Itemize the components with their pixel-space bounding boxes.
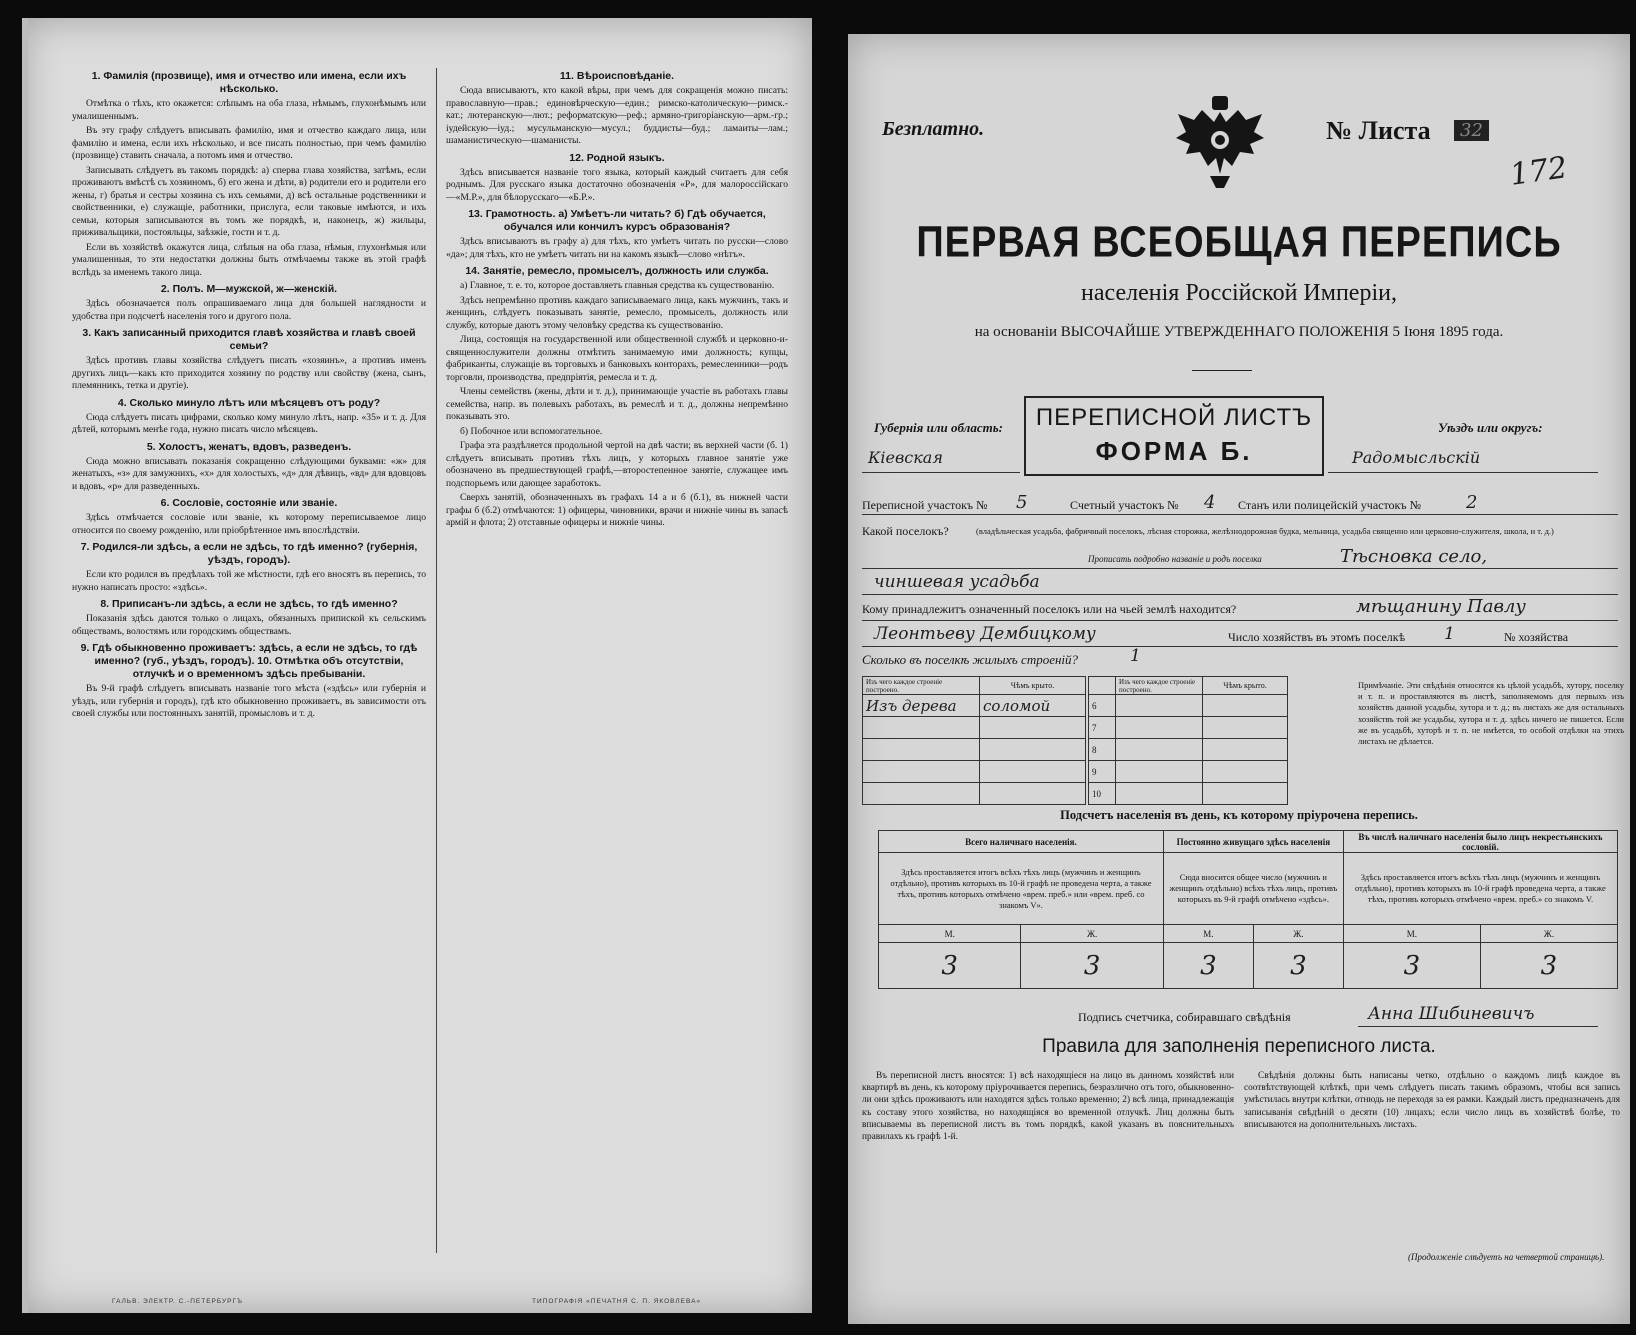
- uezd-label: Уѣздъ или округъ:: [1438, 420, 1543, 435]
- poselok-value-2: чиншевая усадьба: [874, 572, 1040, 592]
- household-no-label: № хозяйства: [1504, 630, 1569, 644]
- instruction-paragraph: Въ 9-й графѣ слѣдуетъ вписывать названіе того мѣста («здѣсь» или губернія и уѣздъ, или губернія и городъ), гдѣ кто обыкновенно проживаетъ, въ зависимости отъ своей службы или постоянныхъ занятій, промысловъ и т. д.: [72, 683, 426, 719]
- section-heading: 12. Родной языкъ.: [569, 151, 665, 164]
- row-number: 7: [1089, 717, 1116, 739]
- female-header: Ж.: [1253, 925, 1343, 943]
- section-heading: 8. Приписанъ-ли здѣсь, а если не здѣсь, то гдѣ именно?: [100, 598, 398, 610]
- row-number: 6: [1089, 695, 1116, 717]
- section-heading: 4. Сколько минуло лѣтъ или мѣсяцевъ отъ роду?: [117, 396, 381, 409]
- sheet-number-value: 32: [1454, 120, 1489, 141]
- instruction-paragraph: Записывать слѣдуетъ въ такомъ порядкѣ: а) сперва глава хозяйства, затѣмъ, если проживаютъ вмѣстѣ съ хозяиномъ, б) его жена и дѣти, в) родители его и родители его жены, г) братья и сестры хозяина съ ихъ семьями, д) всѣ остальные родственники и свойственники, е) служащіе, работники, прислуга, если таковые имѣются, и ихъ семьи, которыя записываются въ томъ же порядкѣ, и, наконецъ, ж) жильцы, приживальщики, постояльцы, заѣзжіе, гости и т. д.: [72, 164, 426, 238]
- summary-desc-total: Здѣсь проставляется итогъ всѣхъ тѣхъ лицъ (мужчинъ и женщинъ отдѣльно), противъ которыхъ въ 10-й графѣ не проведена черта, а также тѣхъ, противъ которыхъ отмѣчено «врем. преб.» или «врем. преб. со знакомъ V».: [879, 853, 1164, 925]
- row-number: 10: [1089, 783, 1116, 805]
- summary-header-permanent: Постоянно живущаго здѣсь населенія: [1163, 831, 1343, 853]
- form-name: ФОРМА Б.: [1095, 436, 1253, 466]
- underline: [862, 594, 1618, 595]
- underline: [1358, 1026, 1598, 1027]
- section-heading: 9. Гдѣ обыкновенно проживаетъ: здѣсь, а если не здѣсь, то гдѣ именно? (губ., уѣздъ, городъ). 10. Отмѣтка объ отсутствіи, отлучкѣ и о временномъ здѣсь пребываніи.: [80, 642, 418, 680]
- instruction-paragraph: Здѣсь противъ главы хозяйства слѣдуетъ писать «хозяинъ», а противъ именъ другихъ лицъ—какъ кто приходится хозяину по родству или свойству (жена, сынъ, племянникъ, тетка и другіе).: [72, 355, 426, 391]
- section-heading: 13. Грамотность. а) Умѣетъ-ли читать? б) Гдѣ обучается, обучался или кончилъ курсъ образованія?: [468, 208, 766, 233]
- buildings-header-material: Изъ чего каждое строеніе построено.: [1116, 677, 1203, 695]
- section-heading: 3. Какъ записанный приходится главѣ хозяйства и главѣ своей семьи?: [82, 327, 416, 352]
- signature-label: Подпись счетчика, собиравшаго свѣдѣнія: [1078, 1010, 1291, 1024]
- section-heading: 7. Родился-ли здѣсь, а если не здѣсь, то гдѣ именно? (губернія, уѣздъ, городъ).: [80, 541, 418, 566]
- row-number: 9: [1089, 761, 1116, 783]
- summary-desc-non-peasant: Здѣсь проставляется итогъ всѣхъ тѣхъ лицъ (мужчинъ и женщинъ отдѣльно), противъ которыхъ въ 10-й графѣ проведена черта, а также тѣхъ, противъ которыхъ отмѣчено «врем. преб.» со знакомъ V.: [1343, 853, 1617, 925]
- summary-header-total: Всего наличнаго населенія.: [879, 831, 1164, 853]
- buildings-header-roof: Чѣмъ крыто.: [1203, 677, 1288, 695]
- instruction-paragraph: Здѣсь вписывается названіе того языка, который каждый считаетъ для себя роднымъ. Для русскаго языка достаточно обозначенія «Р», для малороссійскаго—«М.Р.», для бѣлорусскаго—«Б.Р.».: [446, 166, 788, 203]
- instruction-paragraph: Если въ хозяйствѣ окажутся лица, слѣпыя на оба глаза, нѣмыя, глухонѣмыя или умалишенныя, то эти недостатки должны быть отмѣчаемы также въ этой графѣ вслѣдъ за именемъ такого лица.: [72, 241, 426, 278]
- female-header: Ж.: [1480, 925, 1617, 943]
- rules-title: Правила для заполненія переписного листа.: [1042, 1036, 1436, 1057]
- male-header: М.: [1163, 925, 1253, 943]
- instruction-paragraph: Сюда слѣдуетъ писать цифрами, сколько кому минуло лѣтъ, напр. «35» и т. д. Для дѣтей, которымъ менѣе года, нужно писать число мѣсяцевъ.: [72, 411, 426, 435]
- uchastok-value: 5: [1016, 492, 1028, 513]
- poselok-hint: Прописать подробно названіе и родъ поселка: [1088, 554, 1262, 564]
- instruction-paragraph: Въ эту графу слѣдуетъ вписывать фамилію, имя и отчество каждаго лица, или фамилію и имена, если ихъ нѣсколько, и все писать полностью, при чемъ фамилію (прозвище) ставить сначала, а потомъ имя и отчество.: [72, 125, 426, 161]
- page-edge: [22, 18, 28, 1313]
- underline: [862, 568, 1618, 569]
- instruction-paragraph: Показанія здѣсь даются только о лицахъ, обязанныхъ припиской къ сельскимъ обществамъ, волостямъ или городскимъ обществамъ.: [72, 613, 426, 637]
- section-heading: 2. Полъ. М—мужской, ж—женскій.: [160, 283, 338, 295]
- instruction-paragraph: а) Главное, т. е. то, которое доставляетъ главныя средства къ существованію.: [460, 280, 775, 291]
- instruction-paragraph: Отмѣтка о тѣхъ, кто окажется: слѣпымъ на оба глаза, нѣмымъ, глухонѣмымъ или умалишеннымъ.: [72, 98, 426, 122]
- buildings-table-left: [862, 676, 1086, 805]
- instruction-paragraph: Сюда вписываютъ, кто какой вѣры, при чемъ для сокращенія можно писать: православную—прав.; единовѣрческую—един.; римско-католическую—римск.-кат.; лютеранскую—лют.; реформатскую—реф.; армяно-григоріанскую—арм.-гр.; іудейскую—іуд.; мусульманскую—мусул.; буддисты—буд.; ламаиты—лам.; шаманистическую—шаманисты.: [446, 85, 788, 146]
- instruction-paragraph: б) Побочное или вспомогательное.: [460, 425, 603, 437]
- section-heading: 1. Фамилія (прозвище), имя и отчество или имена, если ихъ нѣсколько.: [91, 70, 407, 95]
- instruction-paragraph: Здѣсь вписываютъ въ графу а) для тѣхъ, кто умѣетъ читать по русски—слово «да»; для тѣхъ, кто не умѣетъ читать ни на какомъ языкѣ—слово «нѣтъ».: [446, 236, 788, 260]
- census-basis: на основаніи ВЫСОЧАЙШЕ УТВЕРЖДЕННАГО ПОЛОЖЕНІЯ 5 Іюня 1895 года.: [974, 324, 1504, 340]
- gubernia-value: Кіевская: [868, 448, 943, 467]
- census-subtitle: населенія Россійской Имперіи,: [1081, 280, 1397, 306]
- signature-value: Анна Шибиневичъ: [1368, 1004, 1535, 1024]
- instruction-paragraph: Лица, состоящія на государственной или общественной службѣ и церковно-и-священнослужители должны отмѣтить занимаемую ими должность; купцы, фабриканты, служащіе въ торговыхъ и банковыхъ конторахъ, ремесленники—родъ торговли, производства, предпріятія, ремесла и т. д.: [446, 334, 788, 383]
- poselok-label: Какой поселокъ?: [862, 524, 949, 538]
- households-label: Число хозяйствъ въ этомъ поселкѣ: [1228, 630, 1406, 644]
- owner-value-1: мѣщанину Павлу: [1356, 596, 1526, 617]
- owner-label: Кому принадлежитъ означенный поселокъ или на чьей землѣ находится?: [862, 602, 1237, 616]
- instruction-paragraph: Сверхъ занятій, обозначенныхъ въ графахъ 14 а и б (б.1), въ нижней части графы б (б.2) отмѣчаются: 1) офицеры, чиновники, врачи и нижніе чины въ запасѣ армій и флота; 2) отставные офицеры и нижніе чины.: [446, 492, 788, 528]
- poselok-types: (владѣльческая усадьба, фабричный поселокъ, лѣсная сторожка, желѣзнодорожная будка, мельница, усадьба священно или церковно-служителя, школа, и т. д.): [976, 526, 1554, 536]
- instructions-column-right: [446, 66, 788, 1256]
- stan-value: 2: [1466, 492, 1478, 513]
- buildings-value: 1: [1130, 646, 1141, 666]
- instruction-paragraph: Члены семействъ (жены, дѣти и т. д.), принимающіе участіе въ работахъ главы семейства, напр. въ полевыхъ работахъ, въ ремеслѣ и т. д., должны непремѣнно показывать это.: [446, 386, 788, 422]
- printer-mark-left: ГАЛЬВ. ЭЛЕКТР. С.-ПЕТЕРБУРГЪ: [112, 1298, 244, 1305]
- building-roof-value: соломой: [980, 695, 1086, 717]
- male-header: М.: [1343, 925, 1480, 943]
- schetny-value: 4: [1204, 492, 1216, 513]
- continued-note: (Продолженіе слѣдуетъ на четвертой страницѣ).: [1408, 1252, 1605, 1262]
- instruction-paragraph: Здѣсь непремѣнно противъ каждаго записываемаго лица, какъ мужчинъ, такъ и женщинъ, слѣдуетъ показывать занятіе, ремесло, промыселъ, должность или службу, которые даютъ этому человѣку средства къ существованію.: [446, 294, 788, 331]
- archive-number: 172: [1507, 150, 1570, 193]
- instruction-paragraph: Графа эта раздѣляется продольной чертой на двѣ части; въ верхней части (б. 1) слѣдуетъ вписывать противъ тѣхъ лицъ, у которыхъ главное занятіе уже обозначено въ предшествующей графѣ,—второстепенное занятіе, служащее имъ подспорьемъ или дающее заработокъ.: [446, 440, 788, 489]
- schetny-label: Счетный участокъ №: [1070, 498, 1179, 512]
- printer-mark-right: ТИПОГРАФІЯ «ПЕЧАТНЯ С. П. ЯКОВЛЕВА»: [532, 1298, 702, 1305]
- instruction-paragraph: Здѣсь отмѣчается сословіе или званіе, къ которому переписываемое лицо относится по своему рожденію, или пріобрѣтенное имъ впослѣдствіи.: [72, 512, 426, 536]
- section-heading: 11. Вѣроисповѣданіе.: [559, 70, 675, 82]
- summary-desc-permanent: Сюда вносится общее число (мужчинъ и женщинъ отдѣльно) всѣхъ тѣхъ лицъ, противъ которыхъ въ 9-й графѣ отмѣчено «здѣсь».: [1163, 853, 1343, 925]
- uchastok-label: Переписной участокъ №: [862, 498, 988, 512]
- left-page-instructions: [22, 18, 812, 1313]
- buildings-header-material: Изъ чего каждое строеніе построено.: [863, 677, 980, 695]
- buildings-header-roof: Чѣмъ крыто.: [980, 677, 1086, 695]
- summary-value: 3: [879, 943, 1021, 989]
- population-summary-table: [878, 830, 1618, 989]
- uezd-value: Радомысльскій: [1352, 448, 1481, 467]
- instruction-paragraph: Здѣсь обозначается полъ опрашиваемаго лица для большей наглядности и удобства при подсчетѣ населенія того и другого пола.: [72, 298, 426, 322]
- gubernia-label: Губернія или область:: [874, 420, 1003, 435]
- section-heading: 6. Сословіе, состояніе или званіе.: [160, 497, 338, 509]
- owner-value-2: Леонтьеву Дембицкому: [874, 624, 1096, 644]
- census-title: ПЕРВАЯ ВСЕОБЩАЯ ПЕРЕПИСЬ: [916, 218, 1562, 268]
- section-heading: 5. Холостъ, женатъ, вдовъ, разведенъ.: [146, 440, 352, 453]
- rules-left-column: Въ переписной листъ вносятся: 1) всѣ находящіеся на лицо въ данномъ хозяйствѣ или квартирѣ въ день, къ которому пріурочивается перепись, безразлично отъ того, обыкновенно-ли они здѣсь проживаютъ или находятся здѣсь только временно; 2) всѣ лица, принадлежащія къ составу этого хозяйства, но находящіяся во временной отлучкѣ. Лиц должны быть вписываемы въ переписной листъ въ томъ порядкѣ, какой указанъ въ пояснительныхъ правилахъ къ графѣ 1-й.: [862, 1071, 1234, 1143]
- underline: [862, 646, 1618, 647]
- rules-right-column: Свѣдѣнія должны быть написаны четко, отдѣльно о каждомъ лицѣ каждое въ соотвѣтствующей клѣткѣ, при чемъ слѣдуетъ писать такимъ образомъ, чтобы вся запись умѣстилась внутри клѣтки, отнюдь не переходя за ея рамки. Каждый листъ предназначенъ для записыванія свѣдѣній о десяти (10) лицахъ; если число лицъ въ хозяйствѣ болѣе, то вписываются на дополнительныхъ листахъ.: [1244, 1071, 1620, 1130]
- double-headed-eagle-emblem: [1174, 92, 1266, 192]
- form-title: ПЕРЕПИСНОЙ ЛИСТЪ: [1035, 404, 1313, 431]
- divider: [1192, 370, 1252, 371]
- section-heading: 14. Занятіе, ремесло, промыселъ, должность или служба.: [465, 265, 769, 277]
- column-divider: [436, 68, 437, 1253]
- summary-value: 3: [1253, 943, 1343, 989]
- female-header: Ж.: [1021, 925, 1163, 943]
- underline: [1328, 472, 1598, 473]
- buildings-note: Примѣчаніе. Эти свѣдѣнія относятся къ цѣлой усадьбѣ, хутору, поселку и т. п. и проставляются въ листѣ, заполняемомъ для первыхъ изъ хозяйствъ данной усадьбы, хутора и т. д.; въ листахъ же для остальныхъ хозяйствъ той же усадьбы, хутора и т. д. здѣсь ничего не пишется. Если же въ усадьбѣ, хуторѣ и т. п. не имѣется, то особой отдѣлки на этихъ листахъ не дѣлается.: [1358, 680, 1624, 747]
- buildings-label: Сколько въ поселкѣ жилыхъ строеній?: [862, 652, 1079, 667]
- poselok-value-1: Тѣсновка село,: [1340, 546, 1488, 567]
- free-label: Безплатно.: [882, 118, 985, 140]
- instruction-paragraph: Сюда можно вписывать показанія сокращенно слѣдующими буквами: «ж» для женатыхъ, «з» для замужнихъ, «х» для холостыхъ, «д» для дѣвицъ, «вд» для вдовцовъ и вдовъ, «р» для разведенныхъ.: [72, 455, 426, 492]
- stan-label: Станъ или полицейскій участокъ №: [1238, 498, 1422, 512]
- summary-value: 3: [1163, 943, 1253, 989]
- summary-value: 3: [1021, 943, 1163, 989]
- households-value: 1: [1444, 624, 1455, 644]
- building-material-value: Изъ дерева: [863, 695, 980, 717]
- instructions-column-left: [72, 66, 426, 1256]
- right-page-census-form: [848, 34, 1630, 1324]
- buildings-table-right: [1088, 676, 1288, 805]
- summary-title: Подсчетъ населенія въ день, къ которому пріурочена перепись.: [1060, 808, 1418, 822]
- summary-header-non-peasant: Въ числѣ наличнаго населенія было лицъ некрестьянскихъ сословій.: [1343, 831, 1617, 853]
- underline: [862, 472, 1020, 473]
- male-header: М.: [879, 925, 1021, 943]
- underline: [862, 514, 1618, 515]
- instruction-paragraph: Если кто родился въ предѣлахъ той же мѣстности, гдѣ его вносятъ въ перепись, то нужно написать просто: «здѣсь».: [72, 569, 426, 593]
- underline: [862, 620, 1618, 621]
- row-number: 8: [1089, 739, 1116, 761]
- sheet-number-label: № Листа: [1326, 116, 1431, 145]
- summary-value: 3: [1343, 943, 1480, 989]
- summary-value: 3: [1480, 943, 1617, 989]
